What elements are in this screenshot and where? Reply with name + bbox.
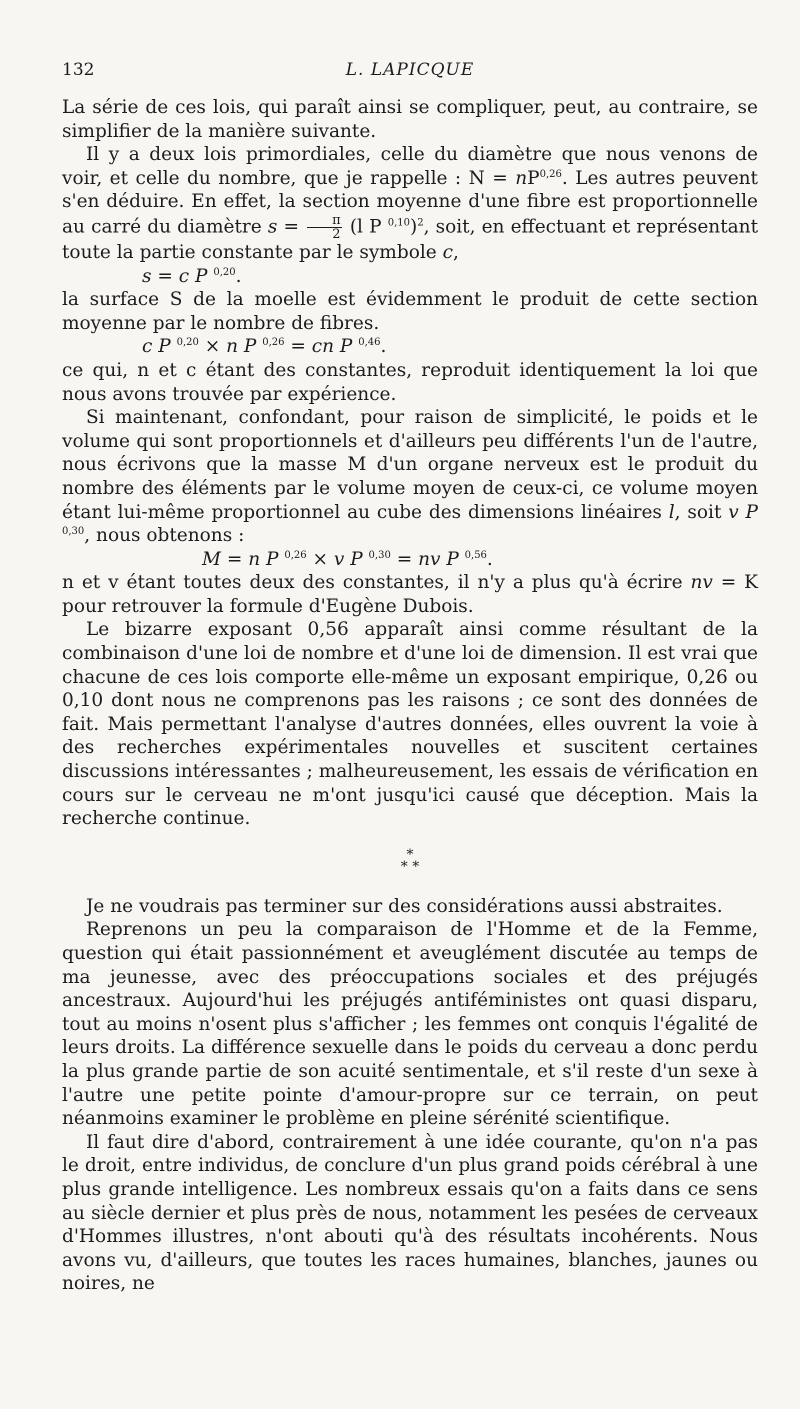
paragraph-3: la surface S de la moelle est évidemment le produit de cette section moyenne par le nombre de fibres.: [62, 289, 758, 334]
equation-term: = cn P: [284, 336, 359, 358]
text-span: = K pour retrouver la formule d'Eugène Dubois.: [62, 572, 758, 617]
asterisk-top: *: [406, 846, 414, 863]
paragraph-2: [62, 143, 758, 264]
exponent: 0,10: [387, 217, 410, 229]
text-span: , soit, en effectuant et représentant toute la partie constante par le symbole: [62, 216, 759, 263]
fraction-numerator: π: [307, 214, 342, 228]
page-header: [62, 52, 758, 82]
paragraph-10: Il faut dire d'abord, contrairement à une idée courante, qu'on n'a pas le droit, entre individus, de conclure d'un plus grand poids cérébral à une plus grande intelligence. Les nombreux essais qu'on a faits dans ce sens au siècle dernier et plus près de nous, notamment les pesées de cerveaux d'Hommes illustres, n'ont abouti qu'à des résultats incohérents. Nous avons vu, d'ailleurs, que toutes les races humaines, blanches, jaunes ou noires, ne: [62, 1131, 758, 1295]
equation-left: s = c P: [142, 265, 214, 287]
text-span: Il y a deux lois primordiales, celle du diamètre que nous venons de voir, et celle du nombre, que je rappelle : N =: [62, 144, 758, 189]
exponent: 0,30: [368, 549, 391, 561]
text-span: ,: [452, 241, 459, 263]
text-span: , nous obtenons :: [84, 525, 245, 547]
equation-2: [62, 335, 758, 359]
paragraph-6: [62, 571, 758, 618]
running-title: L. LAPICQUE: [345, 60, 475, 80]
exponent: 0,20: [213, 266, 236, 278]
paragraph-9: Reprenons un peu la comparaison de l'Homme et de la Femme, question qui était passionnément et aveuglément discutée au temps de ma jeunesse, avec des préoccupations sociales et des préjugés ancestraux. Aujourd'hui les préjugés antiféministes ont quasi disparu, tout au moins n'osent plus s'afficher ; les femmes ont conquis l'égalité de leurs droits. La différence sexuelle dans le poids du cerveau a donc perdu la plus grande partie de son acuité sentimentale, et s'il reste d'un sexe à l'autre une petite pointe d'amour-propre sur ce terrain, on peut néanmoins examiner le problème en pleine sérénité scientifique.: [62, 919, 758, 1130]
asterisk-bottom: * *: [400, 858, 420, 875]
var-n: n: [515, 167, 528, 189]
equals-sign: =: [277, 216, 306, 238]
exponent: 0,46: [358, 337, 381, 349]
equation-1: [62, 265, 758, 289]
paragraph-5: [62, 406, 758, 548]
page-number: 132: [62, 60, 95, 80]
text-span: Si maintenant, confondant, pour raison de simplicité, le poids et le volume qui sont proportionnels et d'ailleurs peu différents l'un de l'autre, nous écrivons que la masse M d'un organe nerveux est le produit du nombre des éléments par le volume moyen de ceux-ci, ce volume moyen étant lui-même proportionnel au cube des dimensions linéaires: [62, 407, 758, 523]
var-nv: nv: [690, 572, 713, 594]
paragraph-7: Le bizarre exposant 0,56 apparaît ainsi comme résultant de la combinaison d'une loi de nombre et d'une loi de dimension. Il est vrai que chacune de ces lois comporte elle-même un exposant empirique, 0,26 ou 0,10 dont nous ne comprenons pas les raisons ; ce sont des données de fait. Mais permettant l'analyse d'autres données, elles ouvrent la voie à des recherches expérimentales nouvelles et suscitent certaines discussions intéressantes ; malheureusement, les essais de vérification en cours sur le cerveau ne m'ont jusqu'ici causé que déception. Mais la recherche continue.: [62, 619, 758, 830]
exponent: 0,26: [284, 549, 307, 561]
exponent: 2: [417, 217, 424, 229]
exponent: 0,26: [539, 168, 562, 180]
paragraph-1: La série de ces lois, qui paraît ainsi se compliquer, peut, au contraire, se simplifier de la manière suivante.: [62, 97, 758, 142]
section-separator: [62, 846, 758, 875]
text-span: .: [380, 336, 387, 358]
equation-3: [62, 548, 758, 572]
fraction-denominator: 2: [332, 226, 341, 242]
text-span: .: [235, 265, 242, 287]
var-P: P: [527, 167, 540, 189]
equation-term: × v P: [306, 548, 369, 570]
paragraph-8: Je ne voudrais pas terminer sur des considérations aussi abstraites.: [86, 895, 723, 917]
exponent: 0,20: [176, 337, 199, 349]
text-span: , soit: [674, 501, 729, 523]
exponent: 0,26: [262, 337, 285, 349]
equation-term: = nv P: [390, 548, 465, 570]
equation-term: c P: [142, 336, 177, 358]
book-page: [62, 52, 758, 1296]
var-l: l: [668, 501, 675, 523]
var-s: s: [267, 216, 278, 238]
var-c: c: [442, 241, 453, 263]
text-span: ): [409, 216, 418, 238]
text-span: .: [486, 548, 493, 570]
text-span: (l P: [343, 216, 388, 238]
pi-over-2-fraction: [307, 214, 342, 241]
equation-term: × n P: [198, 336, 263, 358]
equation-term: M = n P: [202, 548, 285, 570]
text-span: n et v étant toutes deux des constantes, il n'y a plus qu'à écrire: [62, 572, 691, 594]
text-span: . Les autres peuvent s'en déduire. En effet, la section moyenne d'une fibre est proportionnelle au carré du diamètre: [62, 167, 758, 238]
body-text: [62, 96, 758, 1296]
paragraph-4: ce qui, n et c étant des constantes, reproduit identiquement la loi que nous avons trouvée par expérience.: [62, 359, 758, 405]
exponent: 0,56: [464, 549, 487, 561]
equation-term: v P: [728, 501, 759, 523]
exponent: 0,30: [62, 526, 85, 538]
